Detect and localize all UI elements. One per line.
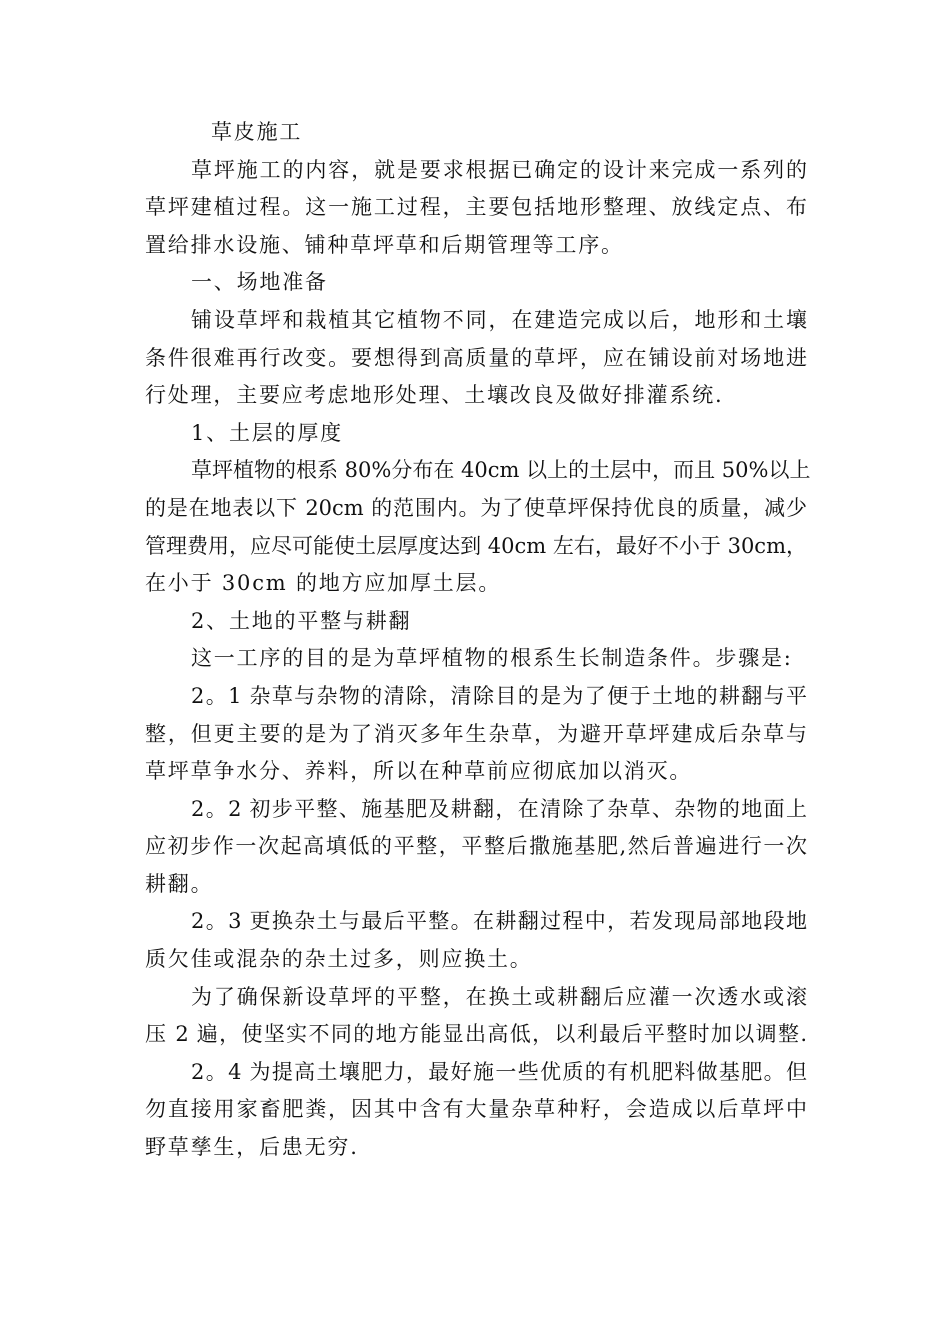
paragraph-line: 置给排水设施、铺种草坪草和后期管理等工序。 <box>145 232 624 257</box>
paragraph-line: 2。1 杂草与杂物的清除，清除目的是为了便于土地的耕翻与平 <box>191 683 807 708</box>
paragraph-line: 野草孳生，后患无穷. <box>145 1135 359 1160</box>
paragraph-line: 为了确保新设草坪的平整，在换土或耕翻后应灌一次透水或滚 <box>191 984 807 1009</box>
paragraph-line: 条件很难再行改变。要想得到高质量的草坪，应在铺设前对场地进 <box>145 345 807 370</box>
subsection-heading: 1、土层的厚度 <box>191 420 343 445</box>
section-heading: 一、场地准备 <box>191 270 328 295</box>
paragraph-line: 的是在地表以下 20cm 的范围内。为了使草坪保持优良的质量，减少 <box>145 495 807 520</box>
subsection-heading: 2、土地的平整与耕翻 <box>191 608 412 633</box>
document-title: 草皮施工 <box>211 120 303 144</box>
paragraph-line: 管理费用，应尽可能使土层厚度达到 40cm 左右，最好不小于 30cm， <box>145 533 807 558</box>
paragraph-line: 铺设草坪和栽植其它植物不同，在建造完成以后，地形和土壤 <box>191 307 807 332</box>
paragraph-line: 2。3 更换杂土与最后平整。在耕翻过程中，若发现局部地段地 <box>191 909 807 934</box>
document-body <box>145 114 811 1167</box>
paragraph-line: 2。2 初步平整、施基肥及耕翻，在清除了杂草、杂物的地面上 <box>191 796 807 821</box>
paragraph-line: 质欠佳或混杂的杂土过多，则应换土。 <box>145 947 533 972</box>
paragraph-line: 应初步作一次起高填低的平整，平整后撒施基肥,然后普遍进行一次 <box>145 834 807 859</box>
paragraph-line: 整，但更主要的是为了消灭多年生杂草，为避开草坪建成后杂草与 <box>145 721 807 746</box>
paragraph-line: 在小于 30cm 的地方应加厚土层。 <box>145 571 502 596</box>
paragraph-line: 压 2 遍，使坚实不同的地方能显出高低，以利最后平整时加以调整. <box>145 1022 807 1047</box>
paragraph-line: 2。4 为提高土壤肥力，最好施一些优质的有机肥料做基肥。但 <box>191 1059 807 1084</box>
paragraph-line: 草坪草争水分、养料，所以在种草前应彻底加以消灭。 <box>145 759 693 784</box>
paragraph-line: 耕翻。 <box>145 871 214 896</box>
paragraph-line: 行处理，主要应考虑地形处理、土壤改良及做好排灌系统. <box>145 383 724 408</box>
paragraph-line: 草坪植物的根系 80%分布在 40cm 以上的土层中，而且 50%以上 <box>191 458 811 483</box>
paragraph-line: 这一工序的目的是为草坪植物的根系生长制造条件。步骤是: <box>191 646 793 671</box>
paragraph-line: 勿直接用家畜肥粪，因其中含有大量杂草种籽，会造成以后草坪中 <box>145 1097 807 1122</box>
paragraph-line: 草坪施工的内容，就是要求根据已确定的设计来完成一系列的 <box>191 157 807 182</box>
paragraph-line: 草坪建植过程。这一施工过程，主要包括地形整理、放线定点、布 <box>145 195 807 220</box>
